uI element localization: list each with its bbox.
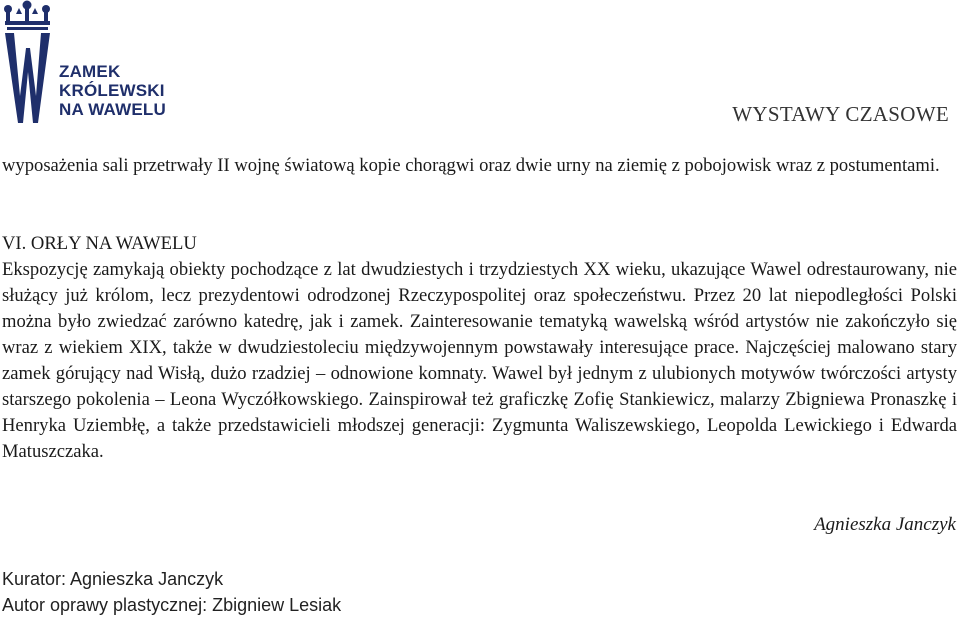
section-paragraph: Ekspozycję zamykają obiekty pochodzące z lat dwudziestych i trzydziestych XX wieku, ukazujące Wawel odrestaurowany, nie służący już królom, lecz prezydentowi odrodzonej Rzeczypospolitej oraz społeczeństwu. Przez 20 lat niepodległości Polski można było zwiedzać zarówno katedrę, jak i zamek. Zainteresowanie tematyką wawelską wśród artystów nie zakończyło się wraz z wiekiem XIX, także w dwudziestoleciu międzywojennym powstawały interesujące prace. Najczęściej malowano stary zamek górujący nad Wisłą, dużo rzadziej – odnowione komnaty. Wawel był jednym z ulubionych motywów twórczości artysty starszego pokolenia – Leona Wyczółkowskiego. Zainspirował też graficzkę Zofię Stankiewicz, malarzy Zbigniewa Pronaszkę i Henryka Uziembłę, a także przedstawicieli młodszej generacji: Zygmunta Waliszewskiego, Leopolda Lewickiego i Edwarda Matuszczaka. [2,259,957,462]
page-header-title: WYSTAWY CZASOWE [732,102,949,126]
logo-line-1: ZAMEK [59,62,121,81]
crown-w-logo-icon [2,0,62,126]
intro-paragraph: wyposażenia sali przetrwały II wojnę światową kopie chorągwi oraz dwie urny na ziemię z pobojowisk wraz z postumentami. [2,155,940,176]
section-heading: VI. ORŁY NA WAWELU [2,233,197,254]
logo-line-2: KRÓLEWSKI [59,81,165,100]
logo [2,0,177,128]
logo-wordmark [59,62,166,119]
author-signature: Agnieszka Janczyk [814,514,956,535]
curator-credit: Kurator: Agnieszka Janczyk [2,569,224,589]
designer-credit: Autor oprawy plastycznej: Zbigniew Lesiak [2,595,342,615]
credits [2,566,341,618]
logo-line-3: NA WAWELU [59,100,166,119]
